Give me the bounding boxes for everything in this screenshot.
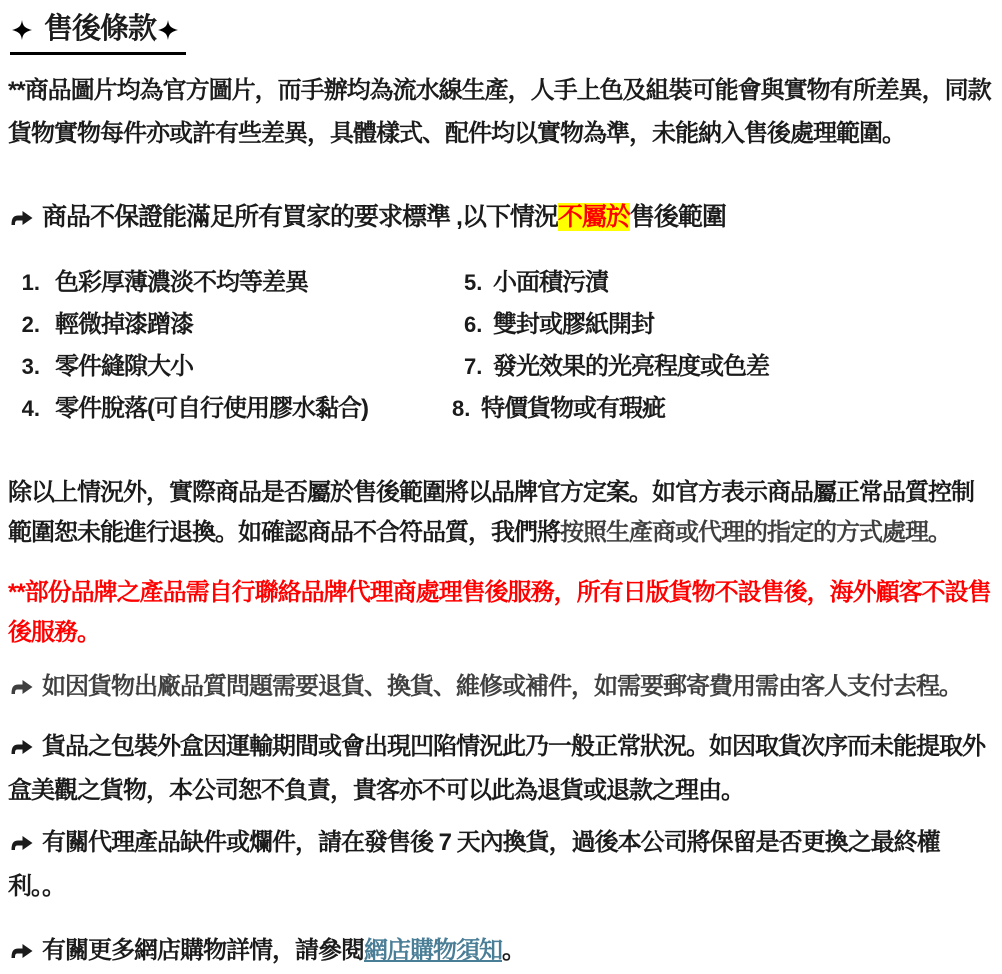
list-item bbox=[452, 388, 994, 430]
shop-guide-link[interactable]: 網店購物須知 bbox=[364, 937, 502, 964]
bullet-text: 如因貨物出廠品質問題需要退貨、換貨、維修或補件，如需要郵寄費用需由客人支付去程。 bbox=[42, 673, 962, 700]
bullet-text: 貨品之包裝外盒因運輸期間或會出現凹陷情況此乃一般正常狀況。如因取貨次序而未能提取外盒美觀之貨物，本公司恕不負責，貴客亦不可以此為退貨或退款之理由。 bbox=[8, 733, 985, 804]
page-title-text: 售後條款 bbox=[44, 13, 157, 45]
list-item-number: 1. bbox=[21, 270, 40, 295]
list-item-text: 發光效果的光亮程度或色差 bbox=[493, 353, 769, 380]
curved-right-arrow-icon bbox=[8, 668, 35, 710]
curved-right-arrow-icon bbox=[8, 824, 35, 866]
list-item bbox=[12, 388, 464, 430]
packaging-dent-bullet bbox=[8, 726, 994, 812]
list-item-text: 雙封或膠紙開封 bbox=[493, 311, 654, 338]
notice-text-after: 售後範圍 bbox=[629, 203, 726, 231]
notice-highlight: 不屬於 bbox=[557, 203, 630, 231]
list-item-number: 4. bbox=[21, 396, 40, 421]
exclusion-notice-line bbox=[8, 201, 994, 235]
list-item-text: 色彩厚薄濃淡不均等差異 bbox=[55, 269, 308, 296]
bullet-text-before: 有關更多網店購物詳情，請參閱 bbox=[42, 937, 364, 964]
exclusion-list-right-column bbox=[452, 262, 994, 430]
list-item-text: 零件脫落(可自行使用膠水黏合) bbox=[55, 395, 368, 422]
seven-day-exchange-bullet bbox=[8, 822, 994, 908]
list-item-text: 輕微掉漆蹭漆 bbox=[55, 311, 193, 338]
notice-text-before: 商品不保證能滿足所有買家的要求標準 ,以下情況 bbox=[42, 203, 558, 231]
more-info-bullet bbox=[8, 930, 994, 974]
list-item bbox=[12, 262, 464, 304]
list-item-number: 6. bbox=[464, 312, 483, 337]
list-item bbox=[464, 346, 994, 388]
list-item-number: 5. bbox=[464, 270, 483, 295]
page-title bbox=[10, 12, 186, 55]
four-pointed-star-icon bbox=[12, 14, 32, 48]
list-item bbox=[12, 346, 464, 388]
list-item-text: 特價貨物或有瑕疵 bbox=[481, 395, 665, 422]
bullet-text-after: 。 bbox=[502, 937, 525, 964]
list-item bbox=[464, 304, 994, 346]
exclusion-list bbox=[8, 262, 994, 430]
list-item-number: 8. bbox=[452, 396, 471, 421]
curved-right-arrow-icon bbox=[8, 932, 35, 974]
list-item-number: 3. bbox=[21, 354, 40, 379]
policy-text-gray: 按照生產商或代理的指定的方式處理。 bbox=[560, 519, 951, 546]
list-item bbox=[464, 262, 994, 304]
exclusion-list-left-column bbox=[8, 262, 464, 430]
curved-right-arrow-icon bbox=[8, 203, 35, 235]
list-item-text: 小面積污漬 bbox=[493, 269, 608, 296]
list-item-number: 2. bbox=[21, 312, 40, 337]
brand-agent-red-note: **部份品牌之產品需自行聯絡品牌代理商處理售後服務，所有日版貨物不設售後，海外顧客不設售後服務。 bbox=[8, 579, 991, 646]
shipping-cost-bullet bbox=[8, 666, 994, 710]
curved-right-arrow-icon bbox=[8, 728, 35, 770]
intro-paragraph: **商品圖片均為官方圖片，而手辦均為流水線生產，人手上色及組裝可能會與實物有所差異，同款貨物實物每件亦或許有些差異，具體樣式、配件均以實物為準，未能納入售後處理範圍。 bbox=[8, 77, 991, 147]
list-item-text: 零件縫隙大小 bbox=[55, 353, 193, 380]
list-item bbox=[12, 304, 464, 346]
list-item-number: 7. bbox=[464, 354, 483, 379]
policy-text-black: 除以上情況外，實際商品是否屬於售後範圍將以品牌官方定案。如官方表示商品屬正常品質控制範圍恕未能進行退換。如確認商品不合符品質，我們將 bbox=[8, 479, 974, 546]
four-pointed-star-icon bbox=[158, 14, 178, 48]
official-decision-paragraph bbox=[8, 473, 994, 553]
bullet-text: 有關代理產品缺件或爛件，請在發售後 7 天內換貨，過後本公司將保留是否更換之最終權利。。 bbox=[8, 829, 940, 900]
